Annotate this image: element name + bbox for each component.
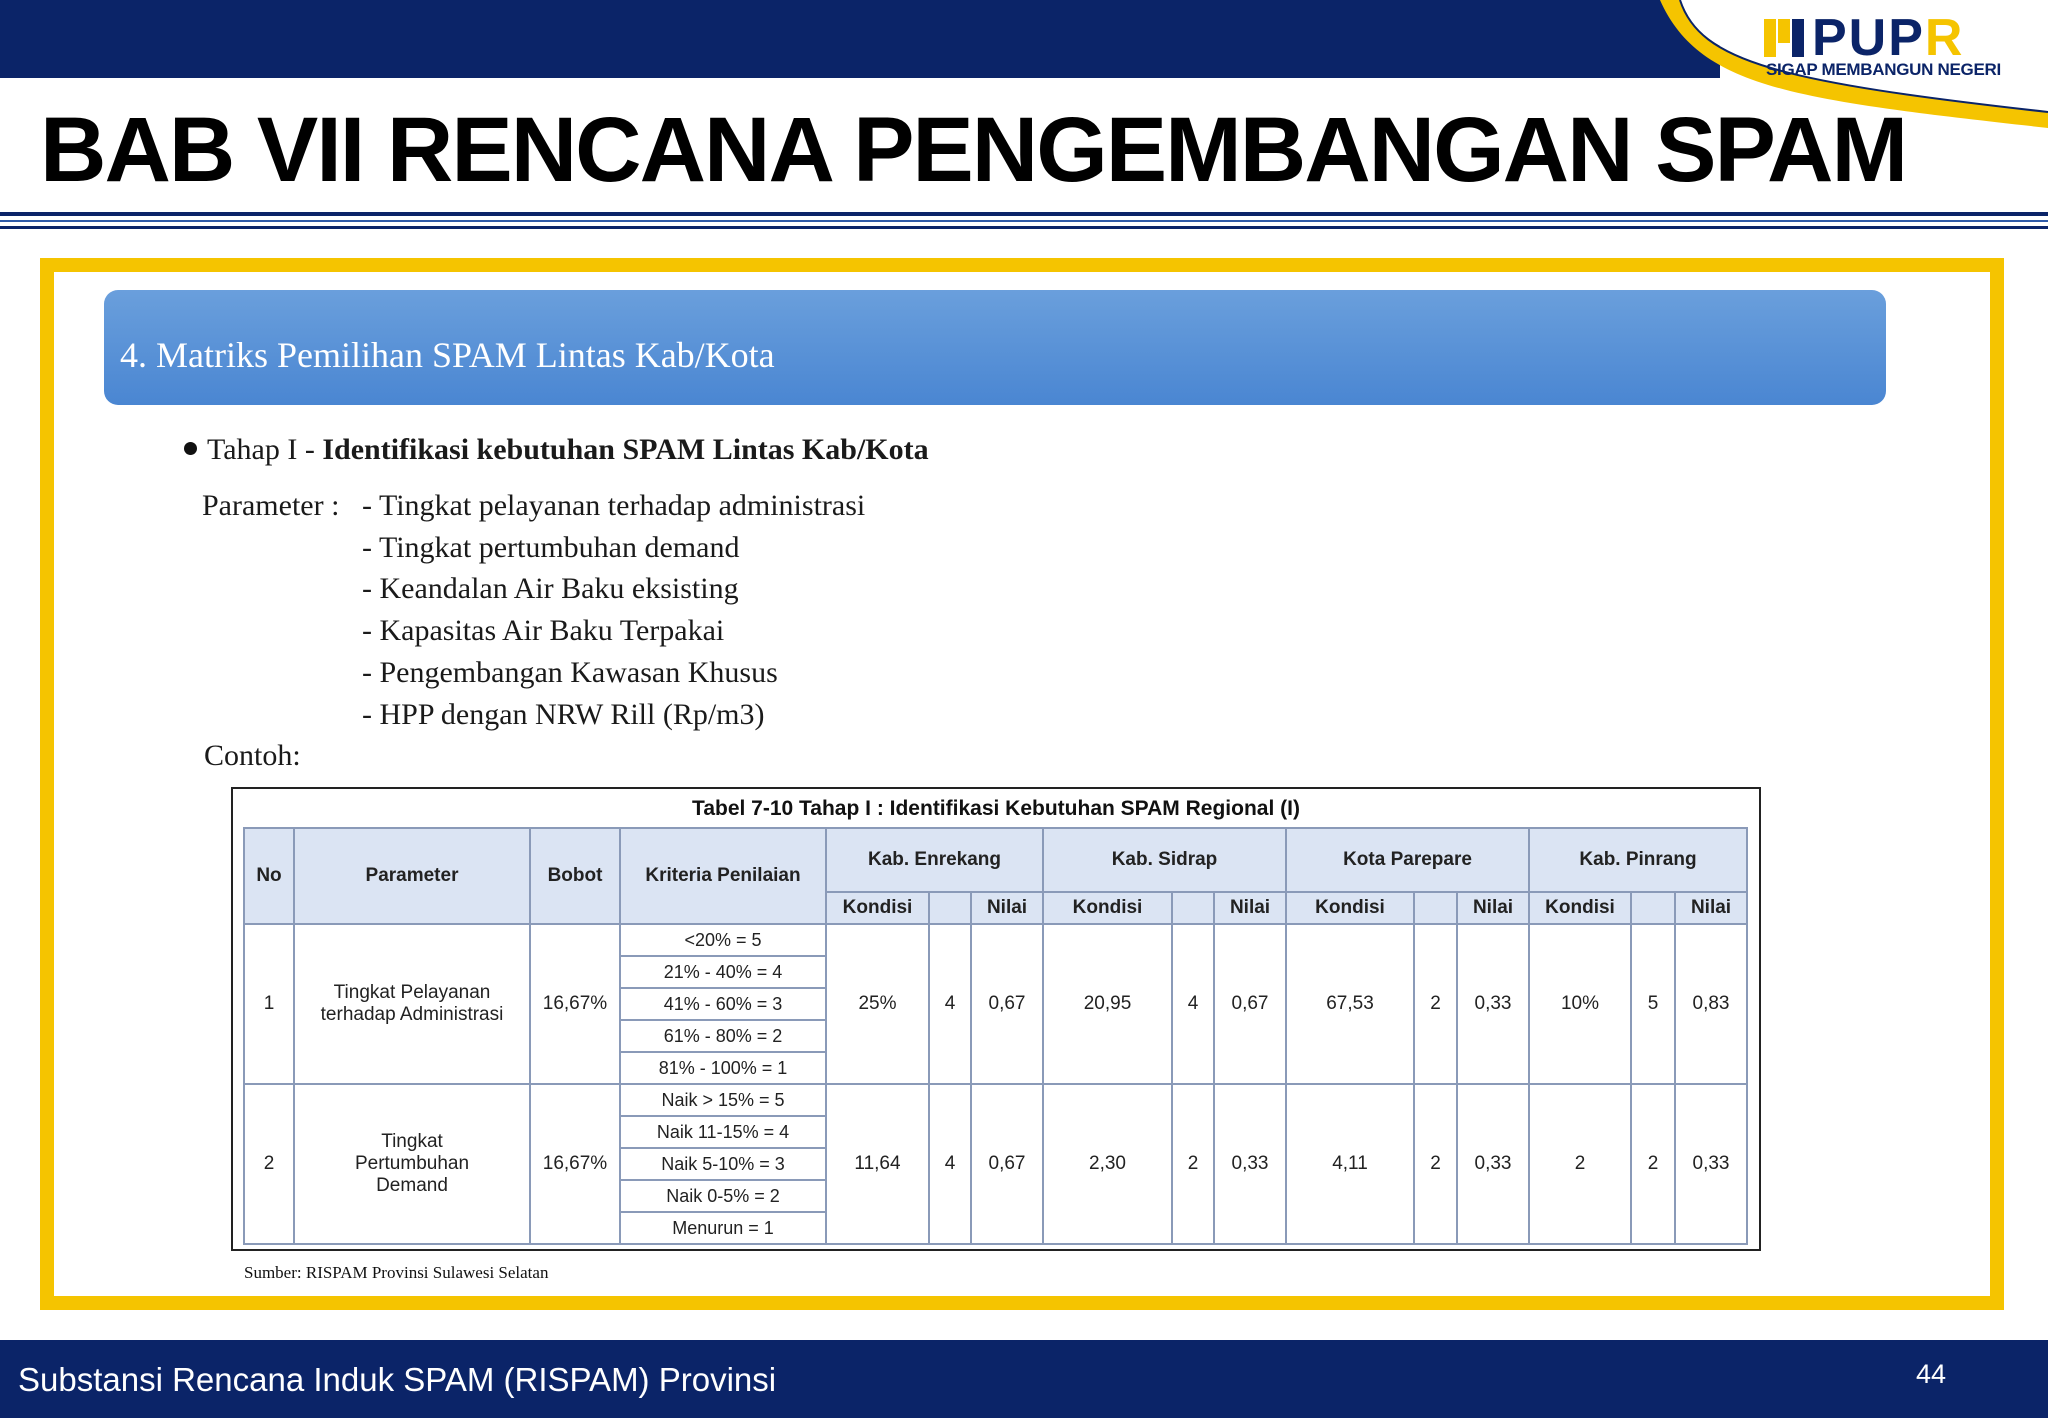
param-item: - Tingkat pelayanan terhadap administrasi [362, 489, 866, 522]
header-region: Kab. Sidrap [1043, 828, 1286, 892]
cell-nilai: 0,33 [1457, 1084, 1529, 1244]
table-row [244, 924, 1747, 956]
cell-kondisi: 2 [1529, 1084, 1631, 1244]
header-kriteria: Kriteria Penilaian [620, 828, 826, 924]
cell-no: 2 [244, 1084, 294, 1244]
header-kondisi: Kondisi [1529, 892, 1631, 924]
cell-skor: 2 [1172, 1084, 1214, 1244]
cell-kondisi: 2,30 [1043, 1084, 1172, 1244]
header-kondisi: Kondisi [826, 892, 929, 924]
header-nilai: Nilai [971, 892, 1043, 924]
header-nilai: Nilai [1675, 892, 1747, 924]
cell-skor: 4 [929, 1084, 971, 1244]
cell-nilai: 0,67 [971, 924, 1043, 1084]
title-rule [0, 212, 2048, 216]
cell-kriteria: Naik 5-10% = 3 [620, 1148, 826, 1180]
top-bar [0, 0, 1720, 78]
cell-kondisi: 10% [1529, 924, 1631, 1084]
table-source: Sumber: RISPAM Provinsi Sulawesi Selatan [244, 1263, 549, 1282]
bullet-icon [184, 442, 197, 455]
cell-nilai: 0,67 [1214, 924, 1286, 1084]
cell-nilai: 0,67 [971, 1084, 1043, 1244]
cell-skor: 5 [1631, 924, 1675, 1084]
header-no: No [244, 828, 294, 924]
cell-kondisi: 4,11 [1286, 1084, 1414, 1244]
param-item: - Kapasitas Air Baku Terpakai [362, 614, 725, 647]
cell-bobot: 16,67% [530, 924, 620, 1084]
data-table-image [231, 787, 1761, 1251]
cell-kriteria: Naik 0-5% = 2 [620, 1180, 826, 1212]
table-title: Tabel 7-10 Tahap I : Identifikasi Kebutuhan SPAM Regional (I) [692, 797, 1300, 820]
cell-nilai: 0,33 [1675, 1084, 1747, 1244]
cell-nilai: 0,83 [1675, 924, 1747, 1084]
cell-parameter: Tingkat Pelayanan terhadap Administrasi [294, 924, 530, 1084]
header-kondisi: Kondisi [1286, 892, 1414, 924]
cell-kriteria: Naik 11-15% = 4 [620, 1116, 826, 1148]
header-region: Kab. Pinrang [1529, 828, 1747, 892]
cell-kriteria: Naik > 15% = 5 [620, 1084, 826, 1116]
stage-line [207, 433, 929, 467]
cell-skor: 4 [1172, 924, 1214, 1084]
param-item: - Keandalan Air Baku eksisting [362, 572, 739, 605]
header-region: Kab. Enrekang [826, 828, 1043, 892]
title-rule-thin [0, 220, 2048, 222]
page-number: 44 [1916, 1359, 1947, 1389]
cell-nilai: 0,33 [1214, 1084, 1286, 1244]
cell-kondisi: 25% [826, 924, 929, 1084]
section-heading: 4. Matriks Pemilihan SPAM Lintas Kab/Kota [120, 335, 775, 375]
cell-skor: 2 [1414, 1084, 1457, 1244]
cell-skor: 4 [929, 924, 971, 1084]
cell-parameter: Tingkat Pertumbuhan Demand [294, 1084, 530, 1244]
header-region: Kota Parepare [1286, 828, 1529, 892]
footer-title: Substansi Rencana Induk SPAM (RISPAM) Provinsi [18, 1361, 777, 1398]
stage-prefix: Tahap I - [207, 433, 323, 466]
header-skor [1631, 892, 1675, 924]
header-skor [929, 892, 971, 924]
cell-skor: 2 [1414, 924, 1457, 1084]
table-row [244, 1084, 1747, 1116]
stage-title: Identifikasi kebutuhan SPAM Lintas Kab/Kota [322, 433, 929, 466]
param-label: Parameter : [202, 489, 340, 522]
logo-wordmark: PUPR [1812, 9, 1965, 67]
cell-kriteria: <20% = 5 [620, 924, 826, 956]
cell-kriteria: 61% - 80% = 2 [620, 1020, 826, 1052]
title-rule-bottom [0, 226, 2048, 229]
example-label: Contoh: [204, 739, 301, 772]
param-item: - Tingkat pertumbuhan demand [362, 531, 740, 564]
header-skor [1414, 892, 1457, 924]
header-skor [1172, 892, 1214, 924]
cell-kriteria: 81% - 100% = 1 [620, 1052, 826, 1084]
cell-kriteria: 21% - 40% = 4 [620, 956, 826, 988]
param-item: - Pengembangan Kawasan Khusus [362, 656, 778, 689]
cell-kriteria: Menurun = 1 [620, 1212, 826, 1244]
cell-kondisi: 11,64 [826, 1084, 929, 1244]
header-nilai: Nilai [1214, 892, 1286, 924]
logo-tagline: SIGAP MEMBANGUN NEGERI [1766, 60, 2001, 79]
header-bobot: Bobot [530, 828, 620, 924]
header-nilai: Nilai [1457, 892, 1529, 924]
page-title: BAB VII RENCANA PENGEMBANGAN SPAM [40, 99, 1907, 201]
cell-kondisi: 67,53 [1286, 924, 1414, 1084]
cell-kriteria: 41% - 60% = 3 [620, 988, 826, 1020]
cell-kondisi: 20,95 [1043, 924, 1172, 1084]
header-kondisi: Kondisi [1043, 892, 1172, 924]
cell-bobot: 16,67% [530, 1084, 620, 1244]
pupr-emblem-icon [1762, 15, 1806, 61]
pupr-logo [1762, 9, 1965, 67]
cell-no: 1 [244, 924, 294, 1084]
header-parameter: Parameter [294, 828, 530, 924]
cell-nilai: 0,33 [1457, 924, 1529, 1084]
data-table [243, 827, 1748, 1245]
cell-skor: 2 [1631, 1084, 1675, 1244]
param-item: - HPP dengan NRW Rill (Rp/m3) [362, 698, 765, 731]
